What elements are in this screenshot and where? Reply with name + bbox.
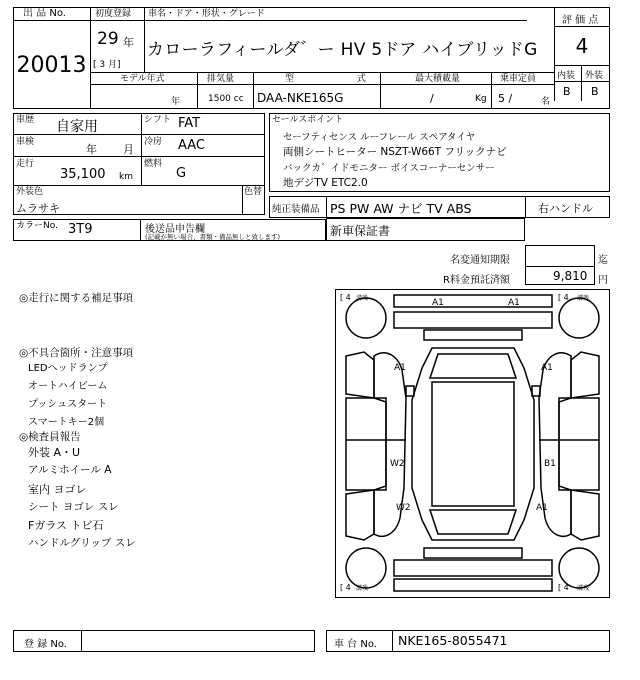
exterior-grade: B — [591, 85, 599, 98]
score-value: 4 — [575, 34, 589, 58]
damage-mark: W2 — [390, 459, 405, 469]
exterior-grade-label: 外装 — [585, 71, 604, 81]
defect-line-4: スマートキー2個 — [28, 417, 105, 428]
equip-div-2 — [525, 196, 526, 218]
lot-label: 出 品 No. — [23, 8, 66, 19]
ac-label: 冷房 — [144, 137, 163, 147]
displacement-value: 1500 cc — [208, 94, 244, 104]
shift-label: シフト — [144, 115, 172, 125]
score-value-cell — [554, 27, 610, 65]
corner-tl: [ 4 — [340, 293, 351, 302]
sales-line-1: セーフティセンス ルーフレール スペアタイヤ — [283, 132, 476, 143]
model-year-unit: 年 — [171, 97, 181, 107]
capacity-label: 乗車定員 — [500, 74, 537, 84]
first-reg-label: 初度登録 — [95, 9, 132, 19]
recycle-value: 9,810 — [553, 269, 588, 283]
capacity-value: 5 / — [498, 92, 513, 105]
lot-number-value: 20013 — [16, 52, 87, 78]
corner-br-small: 溝残 — [577, 585, 590, 592]
front-bumper-shape — [394, 295, 552, 307]
aftermarket-label: 後送品申告欄 — [145, 224, 205, 235]
inspector-line-2: アルミホイール A — [28, 464, 112, 476]
spec-div-2 — [253, 72, 254, 109]
corner-tl-small: 溝残 — [356, 295, 369, 302]
damage-mark: W2 — [396, 503, 411, 513]
car-diagram-svg — [336, 290, 609, 597]
score-label-cell — [554, 7, 610, 27]
grille-shape — [424, 330, 522, 340]
notice-unit: 迄 — [598, 255, 608, 266]
sales-line-4: 地デジTV ETC2.0 — [283, 177, 368, 189]
rear-window-shape — [430, 510, 516, 534]
wheel-front-left-icon — [346, 298, 386, 338]
corner-tr: [ 4 — [558, 293, 569, 302]
damage-mark: B1 — [544, 459, 556, 469]
inspection-label: 車検 — [16, 137, 35, 147]
defect-line-2: オートハイビーム — [28, 381, 108, 392]
damage-mark: A1 — [536, 503, 548, 513]
mileage-value: 35,100 — [60, 167, 106, 182]
details-vline-color — [242, 185, 243, 215]
wheel-front-right-icon — [559, 298, 599, 338]
equip-value: PS PW AW ナビ TV ABS — [330, 201, 472, 216]
ac-value: AAC — [178, 138, 205, 153]
load-unit: Kg — [475, 94, 487, 104]
roof-shape — [432, 382, 514, 506]
color-value: ムラサキ — [16, 202, 60, 215]
reg-no-label: 登 録 No. — [24, 639, 67, 650]
model-label: 型 式 — [285, 74, 396, 84]
notice-label: 名変通知期限 — [450, 255, 510, 266]
grade-value-row — [554, 82, 610, 101]
chassis-value: NKE165-8055471 — [398, 633, 508, 648]
tailgate-shape — [394, 560, 552, 576]
damage-mark: A1 — [432, 298, 444, 308]
score-label: 評 価 点 — [562, 15, 599, 26]
color-label: 外装色 — [16, 187, 44, 197]
model-value: DAA-NKE165G — [257, 91, 344, 105]
corner-bl-small: 溝残 — [356, 585, 369, 592]
defects-heading: ◎不具合箇所・注意事項 — [19, 347, 134, 359]
mileage-unit: km — [119, 172, 133, 182]
mileage-label: 走行 — [16, 159, 35, 169]
fuel-label: 燃料 — [144, 159, 163, 169]
steering-value: 右ハンドル — [538, 202, 593, 215]
history-value: 自家用 — [56, 119, 98, 135]
right-doors-shape — [559, 398, 599, 490]
spec-div-4 — [491, 72, 492, 109]
first-reg-label-cell — [91, 7, 145, 21]
lot-number — [13, 21, 91, 109]
history-label: 車歴 — [16, 115, 35, 125]
lot-label-cell — [13, 7, 91, 21]
shift-value: FAT — [178, 116, 201, 131]
left-rear-fender-shape — [346, 490, 374, 540]
first-reg-value-cell — [91, 21, 145, 72]
car-name-label: 車名・ドア・形状・グレード — [148, 9, 265, 19]
corner-bl: [ 4 — [340, 583, 351, 592]
rear-garnish-shape — [424, 548, 522, 558]
inspector-line-6: ハンドルグリップ スレ — [28, 537, 136, 549]
first-reg-year: 29 — [97, 29, 119, 49]
corner-tr-small: 溝残 — [577, 295, 590, 302]
equip-div-1 — [326, 196, 327, 218]
warranty-value: 新車保証書 — [330, 224, 391, 238]
inspector-line-3: 室内 ヨゴレ — [28, 483, 87, 496]
driving-heading: ◎走行に関する補足事項 — [19, 292, 134, 304]
left-mirror-icon — [406, 386, 414, 396]
grade-label-row — [554, 65, 610, 82]
damage-mark: A1 — [508, 298, 520, 308]
capacity-unit: 名 — [541, 97, 551, 107]
defect-line-1: LEDヘッドランプ — [28, 363, 108, 374]
aftermarket-note: (記載が無い場合、書類・備品無しと致します) — [145, 233, 281, 241]
first-reg-month: [ 3 月] — [93, 60, 121, 70]
equip-label: 純正装備品 — [272, 204, 320, 215]
load-slash: / — [430, 92, 434, 105]
details-hline-3 — [13, 185, 265, 186]
reg-no-div — [81, 630, 82, 652]
car-name-label-cell — [145, 7, 527, 21]
load-label: 最大積載量 — [415, 74, 461, 84]
left-front-fender-shape — [346, 352, 374, 398]
right-rear-fender-shape — [571, 490, 599, 540]
damage-mark: A1 — [394, 363, 406, 373]
sales-label: セールスポイント — [272, 115, 344, 125]
color-no-label: カラーNo. — [16, 221, 58, 231]
defect-line-3: プッシュスタート — [28, 399, 108, 410]
sales-line-2: 両側シートヒーター NSZT-W66T フリックナビ — [283, 146, 507, 158]
car-name-cell — [145, 21, 538, 72]
displacement-label: 排気量 — [207, 74, 235, 84]
wheel-rear-right-icon — [559, 548, 599, 588]
details-hline-2 — [13, 156, 265, 157]
spec-div-1 — [197, 72, 198, 109]
inspection-month-unit: 月 — [123, 143, 134, 156]
car-diagram — [335, 289, 610, 598]
color-no-value: 3T9 — [68, 222, 93, 237]
recycle-label: R料金預託済額 — [443, 275, 510, 286]
model-year-label: モデル年式 — [120, 74, 165, 84]
inspector-line-4: シート ヨゴレ スレ — [28, 501, 119, 513]
rear-bumper-shape — [394, 579, 552, 591]
details-vline — [141, 113, 142, 185]
inspector-heading: ◎検査員報告 — [19, 431, 81, 443]
wheel-rear-left-icon — [346, 548, 386, 588]
sales-line-3: バックカ゛イドモニター ボイスコーナーセンサー — [283, 163, 495, 174]
interior-grade-label: 内装 — [557, 71, 576, 81]
corner-br: [ 4 — [558, 583, 569, 592]
car-name: カローラフィールダ゛ー HV 5ドア ハイブリッドG — [147, 40, 538, 60]
chassis-label: 車 台 No. — [334, 639, 377, 650]
interior-grade: B — [563, 85, 571, 98]
recycle-unit: 円 — [598, 275, 608, 286]
inspection-year-unit: 年 — [86, 143, 97, 156]
hood-shape — [394, 312, 552, 328]
windshield-shape — [430, 354, 516, 378]
right-front-fender-shape — [571, 352, 599, 398]
inspector-line-5: Fガラス トビ石 — [28, 519, 104, 532]
details-hline-1 — [13, 134, 265, 135]
damage-mark: A1 — [541, 363, 553, 373]
fuel-value: G — [176, 166, 187, 181]
notice-box — [525, 245, 595, 267]
first-reg-year-unit: 年 — [123, 36, 134, 49]
color-change-label: 色替 — [244, 187, 263, 197]
chassis-div — [392, 630, 393, 652]
left-doors-shape — [346, 398, 386, 490]
inspector-line-1: 外装 A・U — [28, 446, 81, 459]
